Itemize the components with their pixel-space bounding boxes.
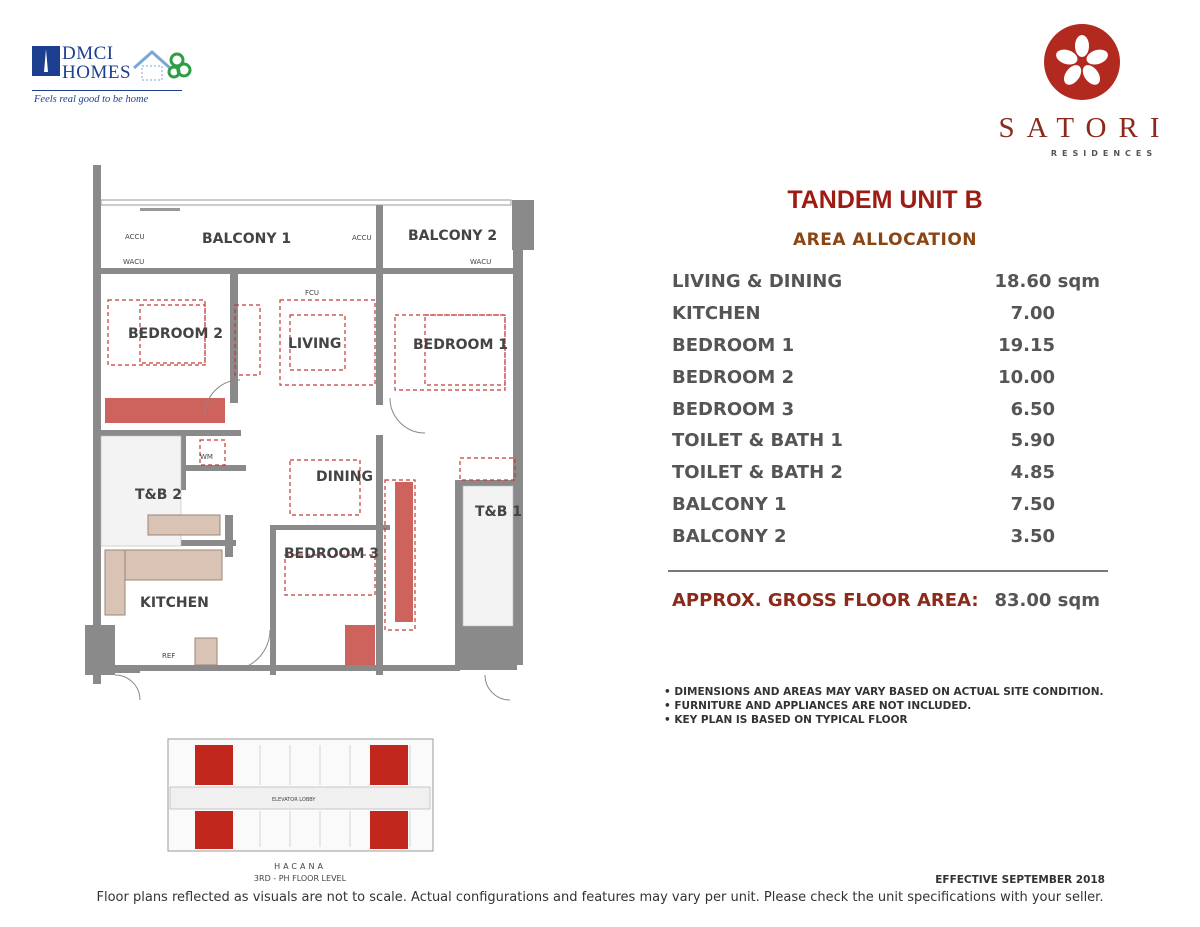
sakura-emblem-icon <box>1040 20 1124 104</box>
area-row-value: 7.50 <box>1010 494 1055 515</box>
area-row-value: 6.50 <box>1010 399 1055 420</box>
gross-floor-area-label: APPROX. GROSS FLOOR AREA: <box>672 590 979 611</box>
gross-floor-area-value: 83.00 sqm <box>994 590 1100 611</box>
plan-dining-label: DINING <box>316 469 373 485</box>
plan-bedroom-1-label: BEDROOM 1 <box>413 337 508 353</box>
house-trees-icon <box>132 46 192 84</box>
keyplan-building-name: HACANA <box>274 862 326 871</box>
plan-ref-label: REF <box>162 652 176 660</box>
area-row-label: BALCONY 1 <box>672 494 787 515</box>
area-row-label: KITCHEN <box>672 303 761 324</box>
area-row-label: LIVING & DINING <box>672 271 843 292</box>
area-row-value: 4.85 <box>1010 462 1055 483</box>
plan-wacu-label-2: WACU <box>470 258 492 266</box>
plan-fcu-label: FCU <box>305 289 320 297</box>
dmci-emblem-icon <box>32 46 60 80</box>
note-item: • KEY PLAN IS BASED ON TYPICAL FLOOR <box>664 714 908 726</box>
table-divider <box>668 570 1108 572</box>
keyplan-lobby-label: ELEVATOR LOBBY <box>272 797 316 803</box>
unit-title: TANDEM UNIT B <box>787 186 983 214</box>
area-row-label: TOILET & BATH 2 <box>672 462 843 483</box>
area-row-label: BEDROOM 2 <box>672 367 795 388</box>
plan-living-label: LIVING <box>288 336 342 352</box>
area-row-value: 18.60 sqm <box>994 271 1100 292</box>
satori-wordmark: SATORI <box>998 112 1172 144</box>
logo-rule <box>32 90 182 91</box>
plan-kitchen-label: KITCHEN <box>140 595 209 611</box>
area-row-label: BEDROOM 3 <box>672 399 795 420</box>
area-row-label: TOILET & BATH 1 <box>672 430 843 451</box>
area-row-value: 3.50 <box>1010 526 1055 547</box>
dmci-name: DMCI HOMES <box>62 43 132 83</box>
plan-wacu-label-1: WACU <box>123 258 145 266</box>
plan-bedroom-2-label: BEDROOM 2 <box>128 326 223 342</box>
plan-tb1-label: T&B 1 <box>475 504 523 520</box>
area-row-value: 5.90 <box>1010 430 1055 451</box>
satori-subtitle: RESIDENCES <box>1050 149 1158 158</box>
note-item: • FURNITURE AND APPLIANCES ARE NOT INCLUDED. <box>664 700 972 712</box>
effective-date: EFFECTIVE SEPTEMBER 2018 <box>935 874 1105 886</box>
dmci-tagline: Feels real good to be home <box>34 94 149 105</box>
area-row-value: 7.00 <box>1010 303 1055 324</box>
note-item: • DIMENSIONS AND AREAS MAY VARY BASED ON ACTUAL SITE CONDITION. <box>664 686 1104 698</box>
area-row-value: 10.00 <box>998 367 1055 388</box>
area-row-label: BALCONY 2 <box>672 526 787 547</box>
plan-balcony-1-label: BALCONY 1 <box>202 231 292 247</box>
plan-balcony-2-label: BALCONY 2 <box>408 228 498 244</box>
plan-wm-label: WM <box>200 453 213 461</box>
area-row-label: BEDROOM 1 <box>672 335 795 356</box>
dmci-homes-logo <box>32 44 202 108</box>
plan-tb2-label: T&B 2 <box>135 487 183 503</box>
satori-residences-logo <box>990 20 1180 158</box>
keyplan-floor-level: 3RD - PH FLOOR LEVEL <box>253 874 347 883</box>
plan-accu-label-1: ACCU <box>125 233 145 241</box>
area-row-value: 19.15 <box>998 335 1055 356</box>
footer-disclaimer: Floor plans reflected as visuals are not to scale. Actual configurations and features may vary per unit. Please check the unit specifications with your seller. <box>96 890 1104 905</box>
plan-bedroom-3-label: BEDROOM 3 <box>284 546 379 562</box>
area-allocation-heading: AREA ALLOCATION <box>792 230 978 250</box>
plan-accu-label-2: ACCU <box>352 234 372 242</box>
